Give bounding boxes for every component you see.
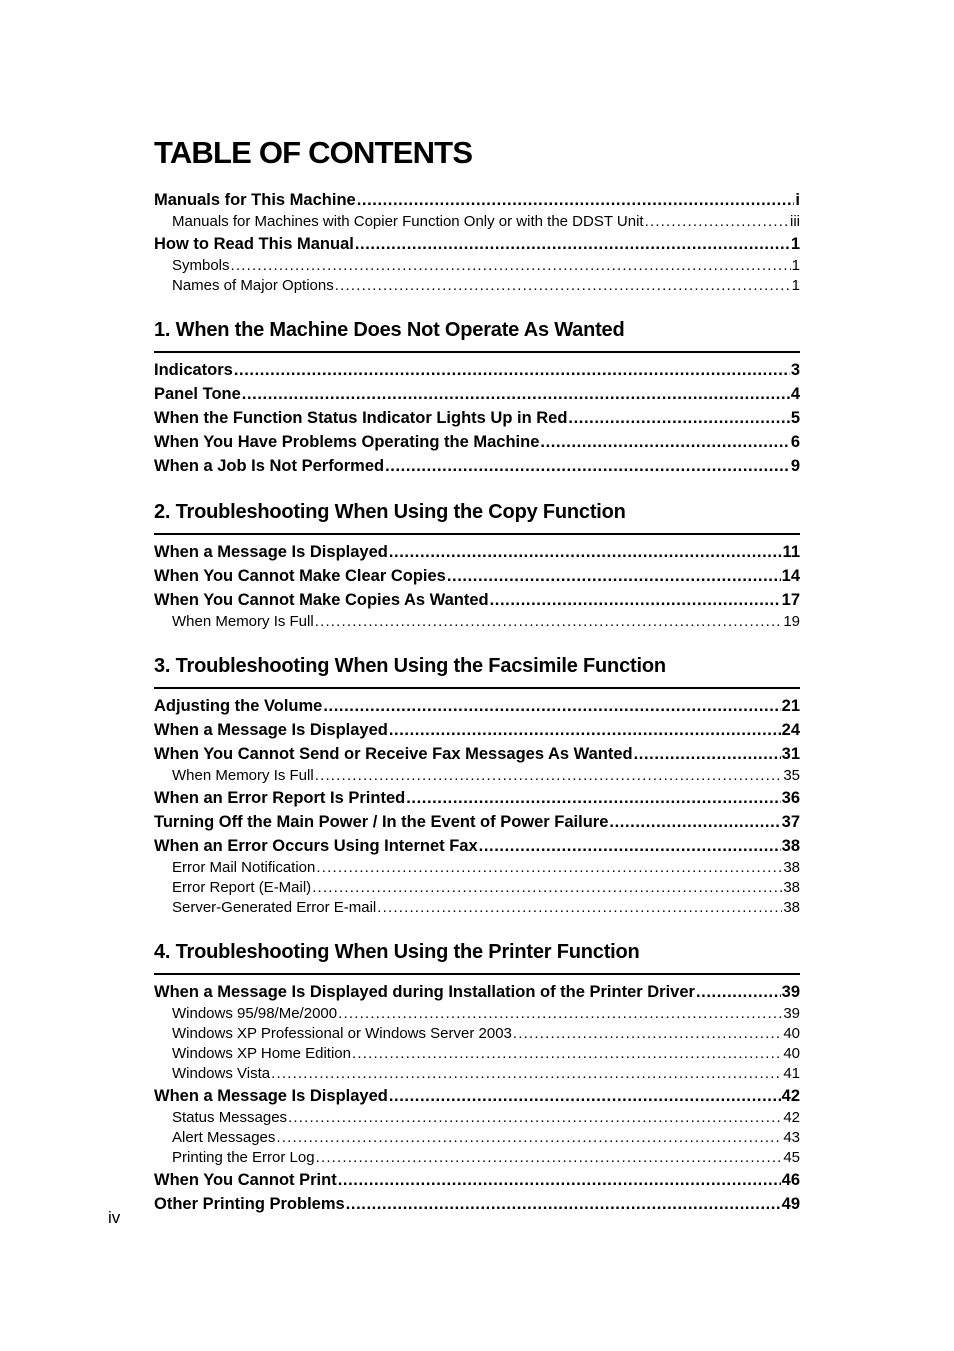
chapter-heading[interactable]: 2. Troubleshooting When Using the Copy Function: [154, 499, 800, 535]
toc-subentry-title: Symbols: [172, 257, 230, 274]
toc-page-number: 24: [781, 721, 800, 739]
toc-subentry[interactable]: [154, 1064, 800, 1084]
toc-entry-title: Other Printing Problems: [154, 1195, 345, 1213]
dot-leader: [316, 1148, 783, 1168]
toc-page-number: 36: [781, 789, 800, 807]
toc-page-number: iii: [790, 213, 800, 230]
toc-entry[interactable]: [154, 1084, 800, 1108]
toc-page-number: 3: [790, 361, 800, 379]
toc-entry[interactable]: [154, 358, 800, 382]
dot-leader: [634, 742, 781, 766]
page-number: iv: [108, 1208, 121, 1227]
toc-page-number: 9: [790, 457, 800, 475]
toc-entry-title: When You Cannot Make Copies As Wanted: [154, 591, 489, 609]
toc-entry-title: Turning Off the Main Power / In the Event of Power Failure: [154, 813, 609, 831]
toc-entry-title: When a Job Is Not Performed: [154, 457, 385, 475]
toc-subentry[interactable]: [154, 256, 800, 276]
toc-entry[interactable]: [154, 742, 800, 766]
toc-entry[interactable]: [154, 430, 800, 454]
dot-leader: [271, 1064, 782, 1084]
dot-leader: [385, 454, 790, 478]
toc-page-number: 6: [790, 433, 800, 451]
toc-subentry-title: Names of Major Options: [172, 277, 334, 294]
toc-page-number: 45: [783, 1149, 800, 1166]
dot-leader: [447, 564, 781, 588]
toc-subentry-title: Status Messages: [172, 1109, 288, 1126]
toc-page-number: 17: [781, 591, 800, 609]
toc-page-number: 38: [783, 859, 800, 876]
dot-leader: [346, 1192, 781, 1216]
dot-leader: [316, 858, 782, 878]
toc-subentry-title: Printing the Error Log: [172, 1149, 315, 1166]
toc-entry-title: How to Read This Manual: [154, 235, 354, 253]
toc-entry[interactable]: [154, 1192, 800, 1216]
dot-leader: [276, 1128, 782, 1148]
dot-leader: [540, 430, 789, 454]
toc-page-number: 21: [781, 697, 800, 715]
toc-page-number: 35: [783, 767, 800, 784]
toc-page-number: 5: [790, 409, 800, 427]
toc-subentry[interactable]: [154, 612, 800, 632]
toc-subentry[interactable]: [154, 1044, 800, 1064]
toc-entry[interactable]: [154, 406, 800, 430]
toc-page-number: 11: [782, 543, 800, 561]
dot-leader: [389, 540, 782, 564]
chapter-heading[interactable]: 1. When the Machine Does Not Operate As Wanted: [154, 317, 800, 353]
toc-entry[interactable]: [154, 232, 800, 256]
toc-page-number: 1: [791, 277, 800, 294]
toc-page-number: 1: [790, 235, 800, 253]
dot-leader: [315, 766, 783, 786]
toc-page-number: 39: [781, 983, 800, 1001]
toc-entry[interactable]: [154, 834, 800, 858]
toc-page-number: 46: [781, 1171, 800, 1189]
dot-leader: [389, 718, 781, 742]
page-title: TABLE OF CONTENTS: [154, 135, 473, 170]
toc-entry[interactable]: [154, 810, 800, 834]
toc-page-number: i: [795, 191, 800, 209]
toc-page-number: 40: [783, 1025, 800, 1042]
toc-entry-title: When You Cannot Print: [154, 1171, 337, 1189]
toc-entry-title: Adjusting the Volume: [154, 697, 323, 715]
dot-leader: [355, 232, 790, 256]
toc-entry-title: When You Cannot Send or Receive Fax Messages As Wanted: [154, 745, 633, 763]
toc-page-number: 4: [790, 385, 800, 403]
chapter-heading[interactable]: 3. Troubleshooting When Using the Facsimile Function: [154, 653, 800, 689]
dot-leader: [312, 878, 782, 898]
dot-leader: [315, 612, 783, 632]
dot-leader: [377, 898, 782, 918]
toc-subentry-title: Alert Messages: [172, 1129, 276, 1146]
dot-leader: [479, 834, 781, 858]
toc-page-number: 40: [783, 1045, 800, 1062]
toc-subentry-title: Windows XP Professional or Windows Server 2003: [172, 1025, 512, 1042]
toc-subentry-title: Windows 95/98/Me/2000: [172, 1005, 338, 1022]
toc-page-number: 38: [783, 899, 800, 916]
toc-page-number: 43: [783, 1129, 800, 1146]
toc-page-number: 39: [783, 1005, 800, 1022]
toc-entry[interactable]: [154, 588, 800, 612]
toc-entry[interactable]: [154, 382, 800, 406]
toc-entry[interactable]: [154, 1168, 800, 1192]
dot-leader: [288, 1108, 782, 1128]
toc-entry-title: When a Message Is Displayed: [154, 1087, 388, 1105]
toc-page-number: 1: [791, 257, 800, 274]
toc-subentry-title: Error Mail Notification: [172, 859, 316, 876]
toc-subentry[interactable]: [154, 1108, 800, 1128]
toc-page-number: 19: [783, 613, 800, 630]
dot-leader: [242, 382, 790, 406]
toc-entry-title: When the Function Status Indicator Lights Up in Red: [154, 409, 568, 427]
toc-subentry-title: When Memory Is Full: [172, 613, 314, 630]
toc-subentry-title: When Memory Is Full: [172, 767, 314, 784]
toc-subentry-title: Server-Generated Error E-mail: [172, 899, 377, 916]
toc-entry-title: When a Message Is Displayed: [154, 543, 388, 561]
dot-leader: [406, 786, 780, 810]
toc-subentry[interactable]: [154, 1148, 800, 1168]
dot-leader: [357, 188, 795, 212]
toc-entry-title: When an Error Occurs Using Internet Fax: [154, 837, 478, 855]
toc-subentry[interactable]: [154, 766, 800, 786]
toc-entry-title: When You Have Problems Operating the Machine: [154, 433, 540, 451]
dot-leader: [568, 406, 789, 430]
dot-leader: [513, 1024, 782, 1044]
toc-subentry[interactable]: [154, 898, 800, 918]
chapter-heading[interactable]: 4. Troubleshooting When Using the Printer Function: [154, 939, 800, 975]
toc-subentry[interactable]: [154, 1024, 800, 1044]
toc-subentry-title: Manuals for Machines with Copier Function Only or with the DDST Unit: [172, 213, 644, 230]
toc-entry-title: Panel Tone: [154, 385, 241, 403]
toc-entry[interactable]: [154, 188, 800, 212]
toc-entry-title: When a Message Is Displayed: [154, 721, 388, 739]
toc-entry-title: When You Cannot Make Clear Copies: [154, 567, 446, 585]
dot-leader: [234, 358, 790, 382]
toc-subentry-title: Windows Vista: [172, 1065, 271, 1082]
toc-page-number: 42: [783, 1109, 800, 1126]
toc-entry[interactable]: [154, 694, 800, 718]
dot-leader: [490, 588, 781, 612]
toc-entry-title: Manuals for This Machine: [154, 191, 356, 209]
toc-subentry[interactable]: [154, 858, 800, 878]
toc-subentry[interactable]: [154, 878, 800, 898]
toc-subentry[interactable]: [154, 276, 800, 296]
toc-page-number: 14: [781, 567, 800, 585]
toc-subentry[interactable]: [154, 1004, 800, 1024]
toc-entry[interactable]: [154, 454, 800, 478]
dot-leader: [389, 1084, 781, 1108]
toc-entry[interactable]: [154, 718, 800, 742]
toc-entry-title: When a Message Is Displayed during Installation of the Printer Driver: [154, 983, 695, 1001]
dot-leader: [645, 212, 789, 232]
toc-page-number: 38: [781, 837, 800, 855]
dot-leader: [338, 1004, 782, 1024]
dot-leader: [335, 276, 791, 296]
dot-leader: [352, 1044, 782, 1064]
toc-entry-title: When an Error Report Is Printed: [154, 789, 406, 807]
toc-subentry-title: Error Report (E-Mail): [172, 879, 312, 896]
toc-page-number: 41: [783, 1065, 800, 1082]
dot-leader: [231, 256, 791, 276]
toc-page-number: 38: [783, 879, 800, 896]
toc-entry-title: Indicators: [154, 361, 233, 379]
toc-entry[interactable]: [154, 786, 800, 810]
toc-entry[interactable]: [154, 540, 800, 564]
toc-page-number: 31: [781, 745, 800, 763]
toc-subentry-title: Windows XP Home Edition: [172, 1045, 351, 1062]
toc-page-number: 37: [781, 813, 800, 831]
table-of-contents: [154, 188, 800, 1216]
toc-entry[interactable]: [154, 980, 800, 1004]
toc-subentry[interactable]: [154, 212, 800, 232]
dot-leader: [609, 810, 780, 834]
toc-page-number: 49: [781, 1195, 800, 1213]
toc-subentry[interactable]: [154, 1128, 800, 1148]
dot-leader: [323, 694, 780, 718]
dot-leader: [338, 1168, 781, 1192]
toc-entry[interactable]: [154, 564, 800, 588]
toc-page-number: 42: [781, 1087, 800, 1105]
dot-leader: [696, 980, 781, 1004]
